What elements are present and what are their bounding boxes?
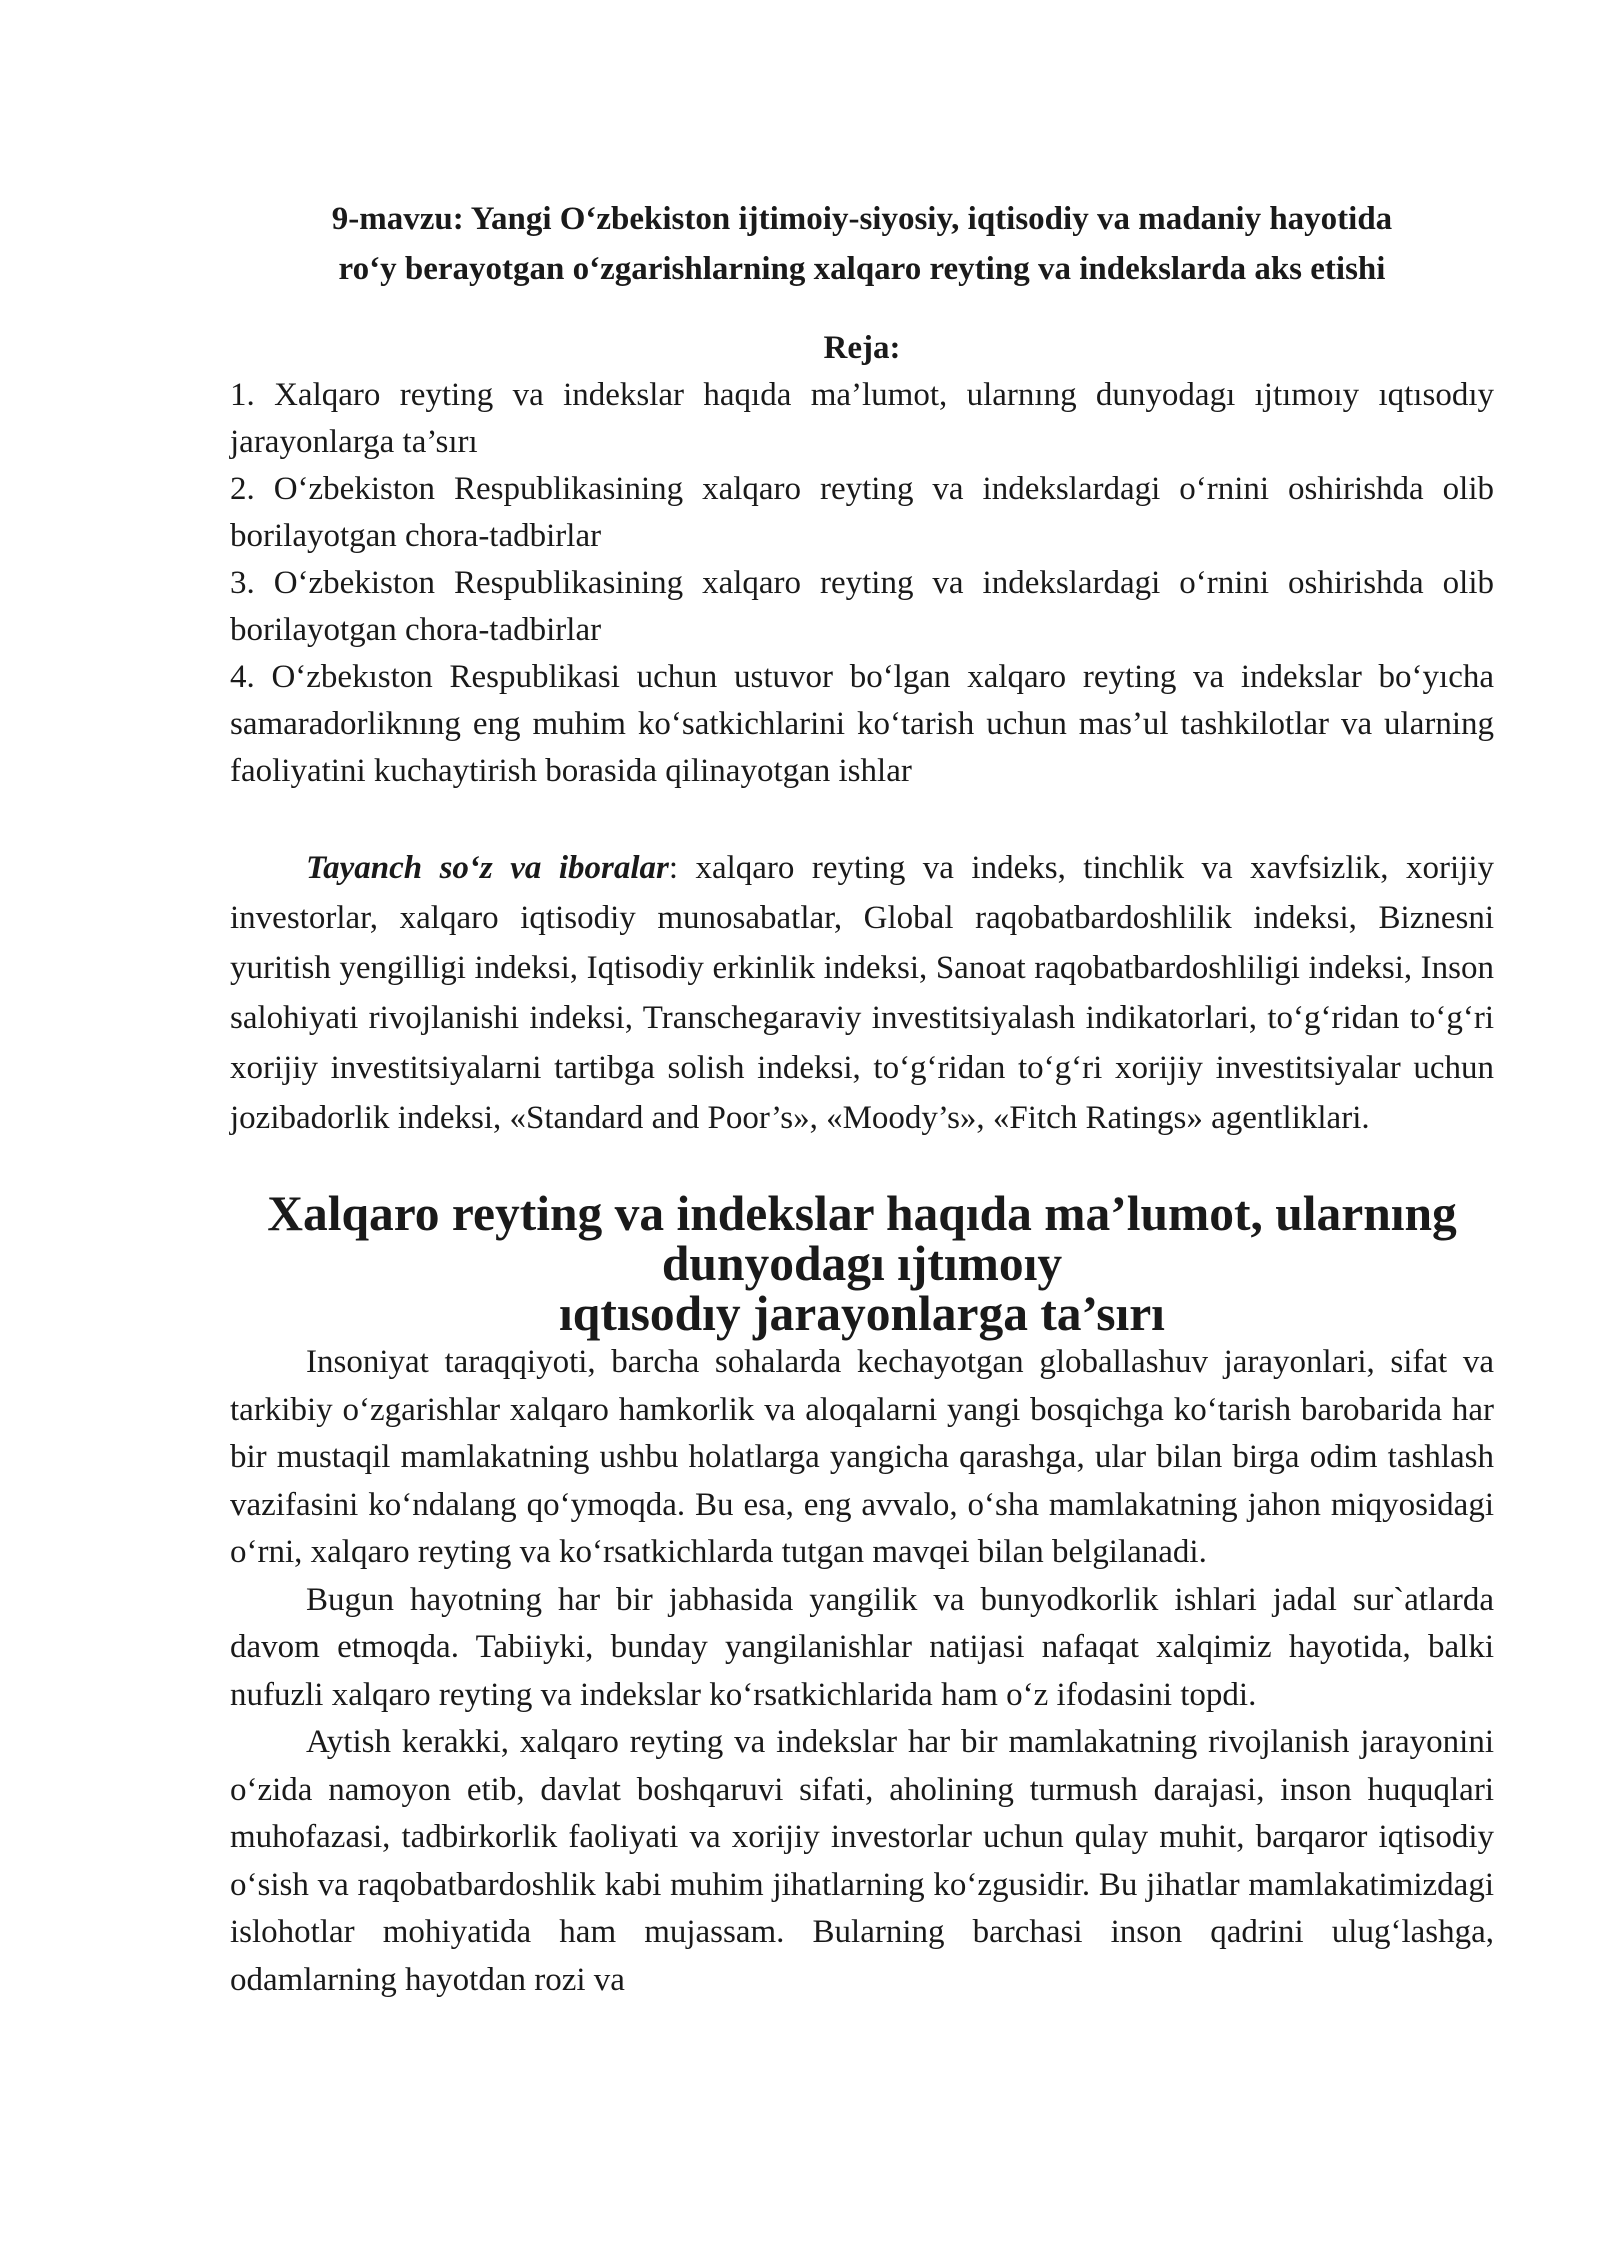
document-title-line-1: 9-mavzu: Yangi O‘zbekiston ijtimoiy-siyosiy, iqtisodiy va madaniy hayotida [331, 201, 1393, 237]
plan-list [230, 372, 1494, 795]
keywords-paragraph [230, 843, 1494, 1143]
document-page [230, 0, 1494, 2004]
document-title [230, 0, 1494, 294]
plan-item-1: 1. Xalqaro reyting va indekslar haqıda ma’lumot, ularnıng dunyodagı ıjtımoıy ıqtısodıy jarayonlarga ta’sırı [230, 377, 1494, 460]
plan-item-2: 2. O‘zbekiston Respublikasining xalqaro reyting va indekslardagi o‘rnini oshirishda olib borilayotgan chora-tadbirlar [230, 471, 1494, 554]
body-paragraph-3: Aytish kerakki, xalqaro reyting va indekslar har bir mamlakatning rivojlanish jarayonini o‘zida namoyon etib, davlat boshqaruvi sifati, aholining turmush darajasi, inson huquqlari muhofazasi, tadbirkorlik faoliyati va xorijiy investorlar uchun qulay muhit, barqaror iqtisodiy o‘sish va raqobatbardoshlik kabi muhim jihatlarning ko‘zgusidir. Bu jihatlar mamlakatimizdagi islohotlar mohiyatida ham mujassam. Bularning barchasi inson qadrini ulug‘lashga, odamlarning hayotdan rozi va [230, 1724, 1494, 1998]
body-paragraph-2: Bugun hayotning har bir jabhasida yangilik va bunyodkorlik ishlari jadal sur`atlarda davom etmoqda. Tabiiyki, bunday yangilanishlar natijasi nafaqat xalqimiz hayotida, balki nufuzli xalqaro reyting va indekslar ko‘rsatkichlarida ham o‘z ifodasini topdi. [230, 1581, 1494, 1713]
section-title-line-2: ıqtısodıy jarayonlarga ta’sırı [559, 1286, 1165, 1341]
body-paragraph-1: Insoniyat taraqqiyoti, barcha sohalarda kechayotgan globallashuv jarayonlari, sifat va tarkibiy o‘zgarishlar xalqaro hamkorlik va aloqalarni yangi bosqichga ko‘tarish barobarida har bir mustaqil mamlakatning ushbu holatlarga yangicha qarashga, ular bilan birga odim tashlash vazifasini ko‘ndalang qo‘ymoqda. Bu esa, eng avvalo, o‘sha mamlakatning jahon miqyosidagi o‘rni, xalqaro reyting va ko‘rsatkichlarda tutgan mavqei bilan belgilanadi. [230, 1344, 1494, 1570]
section-title [230, 1186, 1494, 1341]
keywords-label: Tayanch so‘z va iboralar [306, 850, 669, 886]
plan-heading: Reja: [823, 330, 901, 366]
plan-item-4: 4. O‘zbekıston Respublikasi uchun ustuvor bo‘lgan xalqaro reyting va indekslar bo‘yıcha samaradorliknıng eng muhim ko‘satkichlarini ko‘tarish uchun mas’ul tashkilotlar va ularning faoliyatini kuchaytirish borasida qilinayotgan ishlar [230, 659, 1494, 789]
keywords-text: : xalqaro reyting va indeks, tinchlik va xavfsizlik, xorijiy investorlar, xalqaro iqtisodiy munosabatlar, Global raqobatbardoshlilik indeksi, Biznesni yuritish yengilligi indeksi, Iqtisodiy erkinlik indeksi, Sanoat raqobatbardoshliligi indeksi, Inson salohiyati rivojlanishi indeksi, Transchegaraviy investitsiyalash indikatorlari, to‘g‘ridan to‘g‘ri xorijiy investitsiyalarni tartibga solish indeksi, to‘g‘ridan to‘g‘ri xorijiy investitsiyalar uchun jozibadorlik indeksi, «Standard and Poor’s», «Moody’s», «Fitch Ratings» agentliklari. [230, 850, 1494, 1136]
plan-item-3: 3. O‘zbekiston Respublikasining xalqaro reyting va indekslardagi o‘rnini oshirishda olib borilayotgan chora-tadbirlar [230, 565, 1494, 648]
section-title-line-1: Xalqaro reyting va indekslar haqıda ma’lumot, ularnıng dunyodagı ıjtımoıy [267, 1186, 1457, 1291]
document-title-line-2: ro‘y berayotgan o‘zgarishlarning xalqaro reyting va indekslarda aks etishi [338, 251, 1386, 287]
